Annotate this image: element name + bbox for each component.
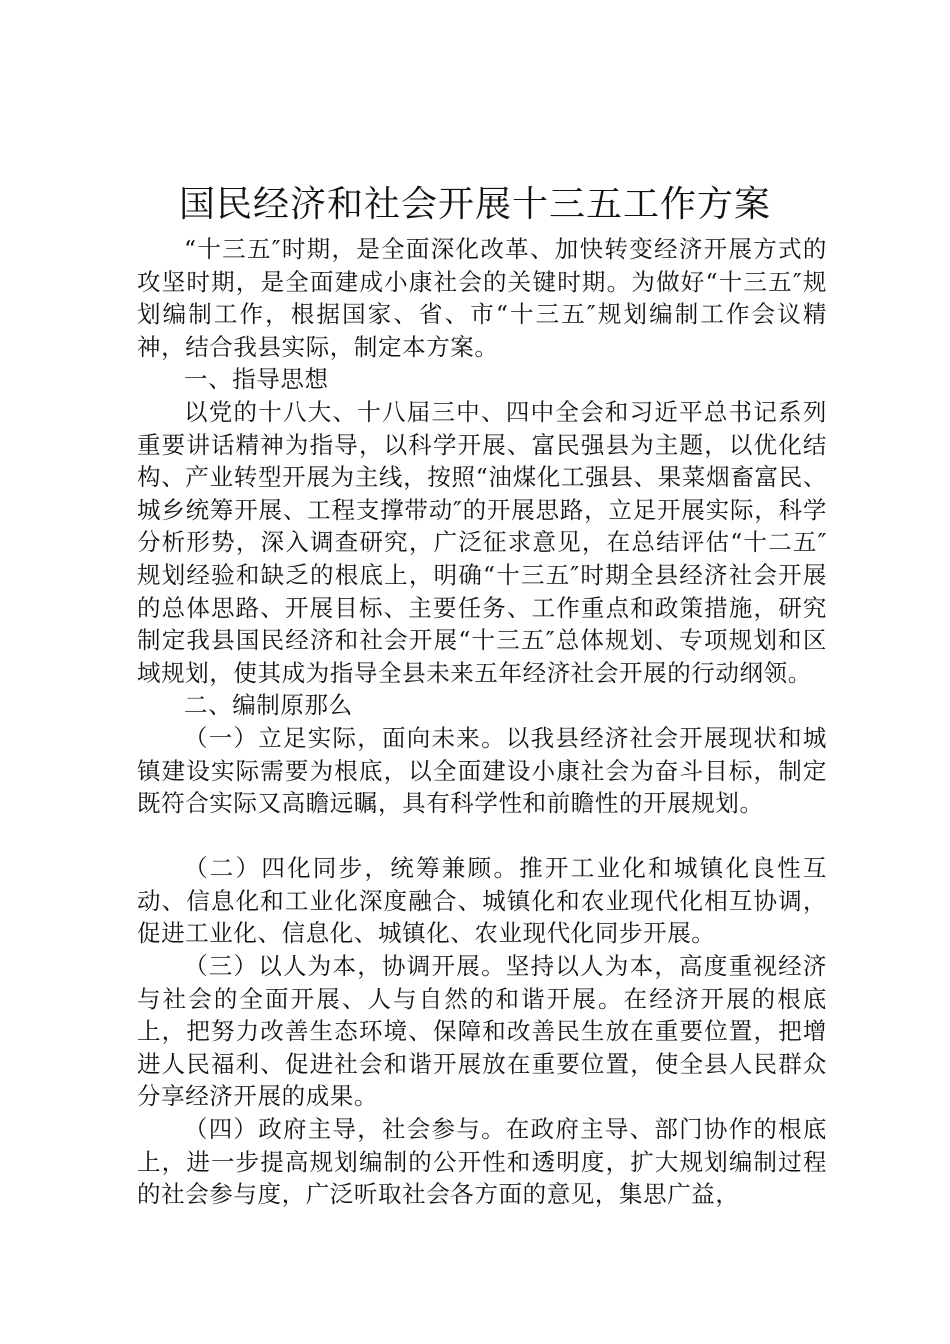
principle-3-paragraph: （三）以人为本，协调开展。坚持以人为本，高度重视经济与社会的全面开展、人与自然的和谐开展。在经济开展的根底上，把努力改善生态环境、保障和改善民生放在重要位置，把增进人民福利、促进社会和谐开展放在重要位置，使全县人民群众分享经济开展的成果。: [137, 952, 827, 1111]
principle-1-paragraph: （一）立足实际，面向未来。以我县经济社会开展现状和城镇建设实际需要为根底，以全面建设小康社会为奋斗目标，制定既符合实际又高瞻远瞩，具有科学性和前瞻性的开展规划。: [137, 723, 827, 818]
document-body: [137, 233, 827, 1211]
principle-4-paragraph: （四）政府主导，社会参与。在政府主导、部门协作的根底上，进一步提高规划编制的公开性和透明度，扩大规划编制过程的社会参与度，广泛听取社会各方面的意见，集思广益，: [137, 1115, 827, 1209]
section-heading-guiding-thought: 一、指导思想: [184, 365, 329, 394]
document-title: 国民经济和社会开展十三五工作方案: [178, 184, 771, 225]
intro-paragraph: “十三五″时期，是全面深化改革、加快转变经济开展方式的攻坚时期，是全面建成小康社会的关键时期。为做好“十三五″规划编制工作，根据国家、省、市“十三五″规划编制工作会议精神，结合我县实际，制定本方案。: [137, 235, 827, 361]
section-heading-principles: 二、编制原那么: [184, 691, 353, 720]
guiding-thought-paragraph: 以党的十八大、十八届三中、四中全会和习近平总书记系列重要讲话精神为指导，以科学开展、富民强县为主题，以优化结构、产业转型开展为主线，按照“油煤化工强县、果菜烟畜富民、城乡统筹开展、工程支撑带动″的开展思路，立足开展实际，科学分析形势，深入调查研究，广泛征求意见，在总结评估“十二五″规划经验和缺乏的根底上，明确“十三五″时期全县经济社会开展的总体思路、开展目标、主要任务、工作重点和政策措施，研究制定我县国民经济和社会开展“十三五″总体规划、专项规划和区域规划，使其成为指导全县未来五年经济社会开展的行动纲领。: [137, 397, 827, 687]
principle-2-paragraph: （二）四化同步，统筹兼顾。推开工业化和城镇化良性互动、信息化和工业化深度融合、城镇化和农业现代化相互协调，促进工业化、信息化、城镇化、农业现代化同步开展。: [137, 854, 827, 948]
